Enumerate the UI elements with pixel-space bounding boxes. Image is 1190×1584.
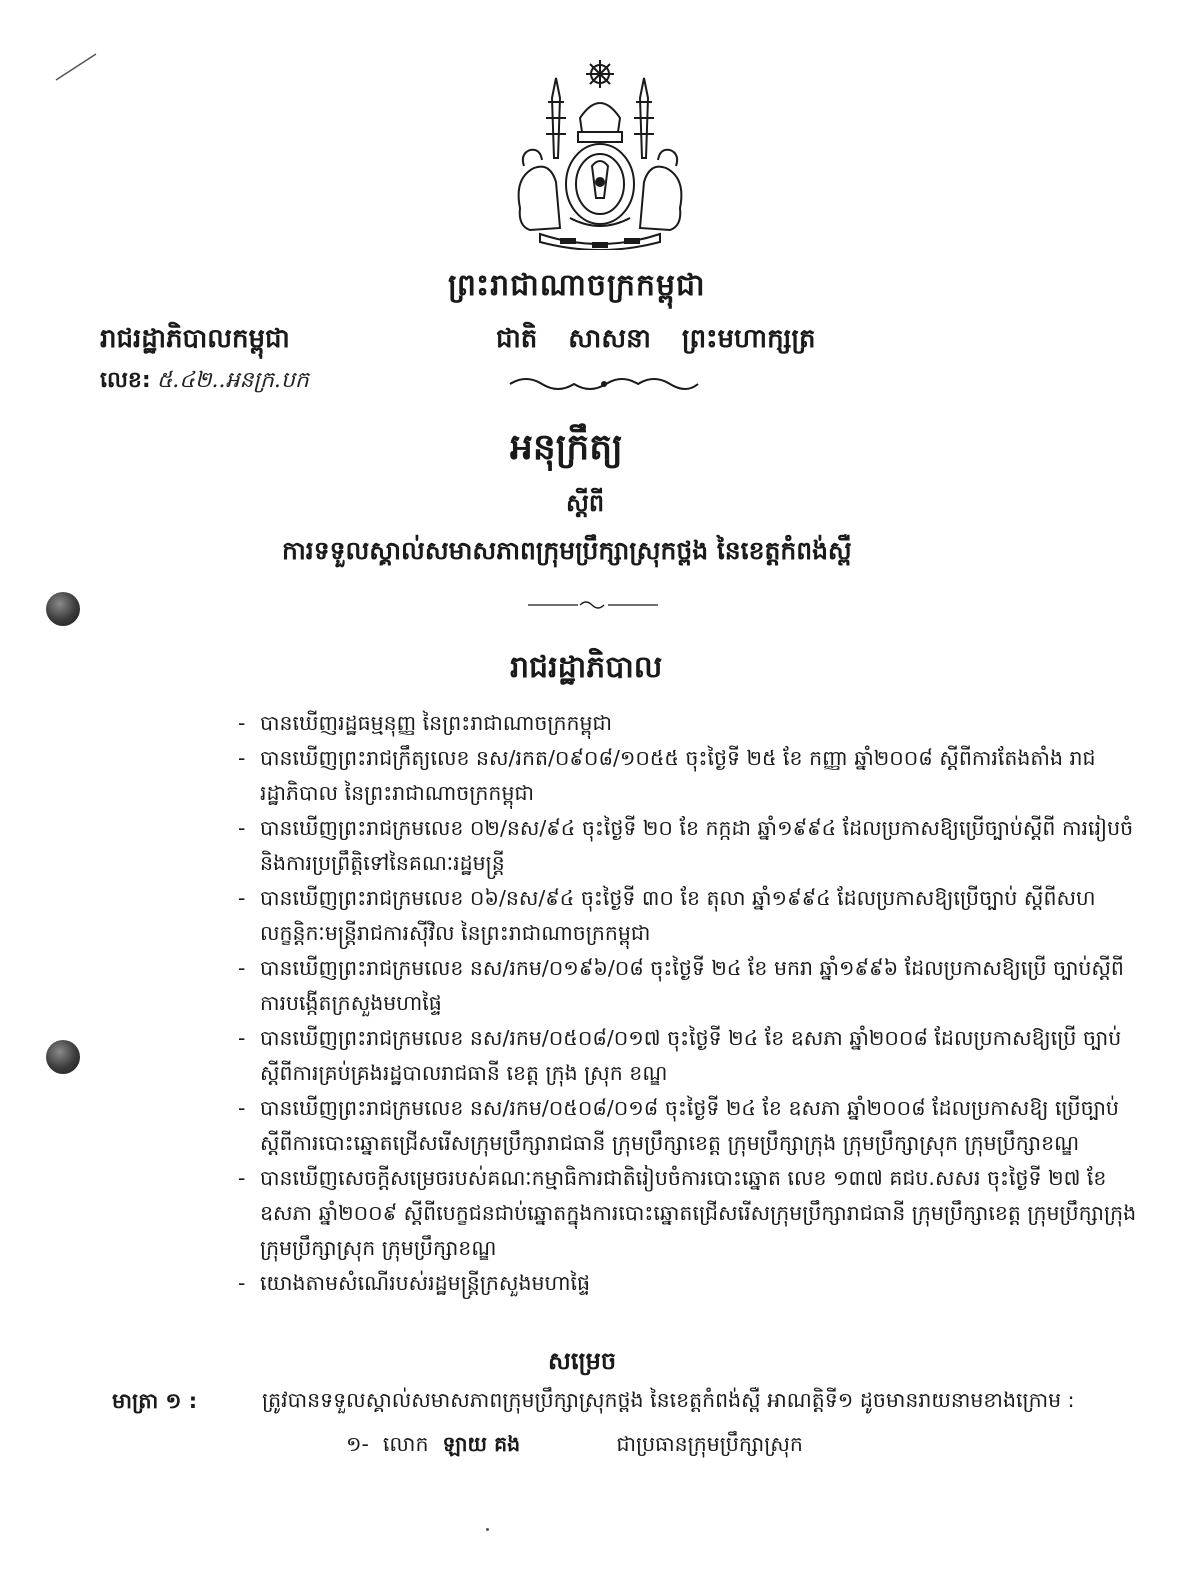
member-title: លោក — [382, 1432, 429, 1456]
subdecree-title: អនុក្រឹត្យ — [510, 427, 623, 468]
subject-line: ការទទួលស្គាល់សមាសភាពក្រុមប្រឹក្សាស្រុកថ្ពង នៃខេត្តកំពង់ស្ពឺ — [282, 536, 852, 565]
pen-mark — [52, 48, 102, 84]
considerations-list — [238, 706, 1138, 1301]
about-label: ស្តីពី — [566, 489, 605, 517]
consideration-item: - យោងតាមសំណើរបស់រដ្ឋមន្ត្រីក្រសួងមហាផ្ទៃ — [238, 1271, 591, 1295]
national-motto: ជាតិ សាសនា ព្រះមហាក្សត្រ — [496, 324, 816, 354]
document-number-prefix: លេខ: — [100, 368, 151, 393]
consideration-item: - បានឃើញព្រះរាជក្រមលេខ ០៦/នស/៩៤ ចុះថ្ងៃទី ៣០ ខែ តុលា ឆ្នាំ១៩៩៤ ដែលប្រកាសឱ្យប្រើច្បាប់ ស្តីពីសហលក្ខន្តិកៈមន្ត្រីរាជការស៊ីវិល នៃព្រះរាជាណាចក្រកម្ពុជា — [238, 886, 1096, 945]
government-label: រាជរដ្ឋាភិបាលកម្ពុជា — [100, 324, 290, 354]
consideration-item: - បានឃើញព្រះរាជក្រមលេខ នស/រកម/០៥០៨/០១៨ ចុះថ្ងៃទី ២៤ ខែ ឧសភា ឆ្នាំ២០០៨ ដែលប្រកាសឱ្យ ប្រើច្បាប់ស្តីពីការបោះឆ្នោតជ្រើសរើសក្រុមប្រឹក្សារាជធានី ក្រុមប្រឹក្សាខេត្ត ក្រុមប្រឹក្សាក្រុង ក្រុមប្រឹក្សាស្រុក ក្រុមប្រឹក្សាខណ្ឌ — [238, 1096, 1119, 1155]
document-number — [100, 366, 309, 398]
consideration-item: - បានឃើញព្រះរាជក្រឹត្យលេខ នស/រកត/០៩០៨/១០៥៥ ចុះថ្ងៃទី ២៥ ខែ កញ្ញា ឆ្នាំ២០០៨ ស្តីពីការតែងតាំង រាជរដ្ឋាភិបាល នៃព្រះរាជាណាចក្រកម្ពុជា — [238, 746, 1096, 805]
consideration-item: - បានឃើញព្រះរាជក្រមលេខ នស/រកម/០១៩៦/០៨ ចុះថ្ងៃទី ២៤ ខែ មករា ឆ្នាំ១៩៩៦ ដែលប្រកាសឱ្យប្រើ ច្បាប់ស្តីពីការបង្កើតក្រសួងមហាផ្ទៃ — [238, 956, 1124, 1015]
article-1-text: ត្រូវបានទទួលស្គាល់សមាសភាពក្រុមប្រឹក្សាស្រុកថ្ពង នៃខេត្តកំពង់ស្ពឺ អាណត្តិទី១ ដូចមានរាយនាមខាងក្រោម : — [262, 1388, 1075, 1412]
article-1-label: មាត្រា ១ : — [112, 1389, 198, 1413]
member-index: ១- — [346, 1432, 369, 1456]
consideration-item: - បានឃើញរដ្ឋធម្មនុញ្ញ នៃព្រះរាជាណាចក្រកម្ពុជា — [238, 711, 613, 735]
scan-speck — [486, 1528, 489, 1531]
member-name: ឡាយ គង — [442, 1432, 521, 1456]
consideration-item: - បានឃើញព្រះរាជក្រមលេខ ០២/នស/៩៤ ចុះថ្ងៃទី ២០ ខែ កក្កដា ឆ្នាំ១៩៩៤ ដែលប្រកាសឱ្យប្រើច្បាប់ស្តីពី ការរៀបចំ និងការប្រព្រឹត្តិទៅនៃគណៈរដ្ឋមន្ត្រី — [238, 816, 1134, 875]
punch-hole-top — [46, 592, 80, 626]
member-role: ជាប្រធានក្រុមប្រឹក្សាស្រុក — [616, 1432, 803, 1456]
document-number-value: ៥.៤២..អនក្រ.បក — [156, 368, 309, 393]
government-heading: រាជរដ្ឋាភិបាល — [510, 650, 663, 685]
ornament-divider-icon — [506, 372, 702, 394]
consideration-item: - បានឃើញព្រះរាជក្រមលេខ នស/រកម/០៥០៨/០១៧ ចុះថ្ងៃទី ២៤ ខែ ឧសភា ឆ្នាំ២០០៨ ដែលប្រកាសឱ្យប្រើ ច្បាប់ស្តីពីការគ្រប់គ្រងរដ្ឋបាលរាជធានី ខេត្ត ក្រុង ស្រុក ខណ្ឌ — [238, 1026, 1122, 1085]
member-row — [346, 1432, 803, 1462]
small-divider-icon — [526, 598, 660, 612]
decision-heading: សម្រេច — [548, 1347, 617, 1375]
kingdom-title: ព្រះរាជាណាចក្រកម្ពុជា — [448, 268, 706, 303]
consideration-item: - បានឃើញសេចក្តីសម្រេចរបស់គណៈកម្មាធិការជាតិរៀបចំការបោះឆ្នោត លេខ ១៣៧ គជប.សសរ ចុះថ្ងៃទី ២៧ ខែ ឧសភា ឆ្នាំ២០០៩ ស្តីពីបេក្ខជនជាប់ឆ្នោតក្នុងការបោះឆ្នោតជ្រើសរើសក្រុមប្រឹក្សារាជធានី ក្រុមប្រឹក្សាខេត្ត ក្រុមប្រឹក្សាក្រុង ក្រុមប្រឹក្សាស្រុក ក្រុមប្រឹក្សាខណ្ឌ — [238, 1166, 1137, 1260]
punch-hole-bottom — [46, 1040, 80, 1074]
royal-coat-of-arms-icon — [500, 58, 700, 250]
